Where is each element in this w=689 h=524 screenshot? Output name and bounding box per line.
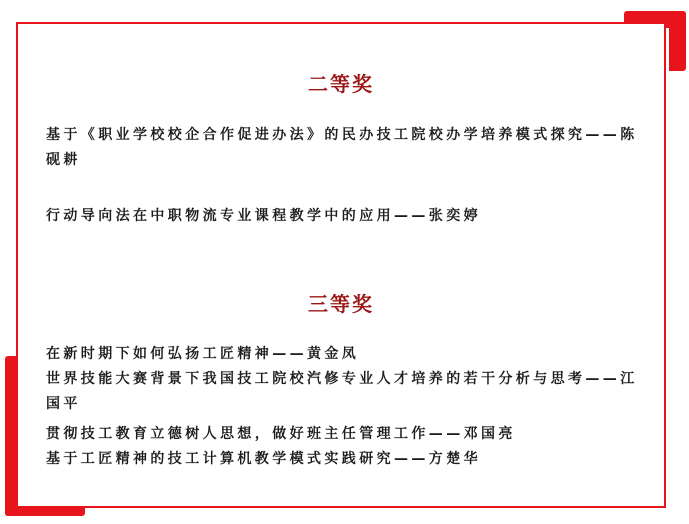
second-prize-item: 基于《职业学校校企合作促进办法》的民办技工院校办学培养模式探究——陈砚耕 (46, 127, 638, 168)
second-prize-heading: 二等奖 (308, 72, 374, 96)
third-prize-item: 在新时期下如何弘扬工匠精神——黄金凤 (46, 346, 360, 362)
third-prize-item: 基于工匠精神的技工计算机教学模式实践研究——方楚华 (46, 451, 481, 467)
award-list-frame (16, 22, 666, 508)
second-prize-item: 行动导向法在中职物流专业课程教学中的应用——张奕婷 (46, 208, 481, 224)
third-prize-item: 贯彻技工教育立德树人思想，做好班主任管理工作——邓国亮 (46, 426, 516, 442)
third-prize-item: 世界技能大赛背景下我国技工院校汽修专业人才培养的若干分析与思考——江国平 (46, 371, 638, 412)
third-prize-heading: 三等奖 (308, 292, 374, 316)
